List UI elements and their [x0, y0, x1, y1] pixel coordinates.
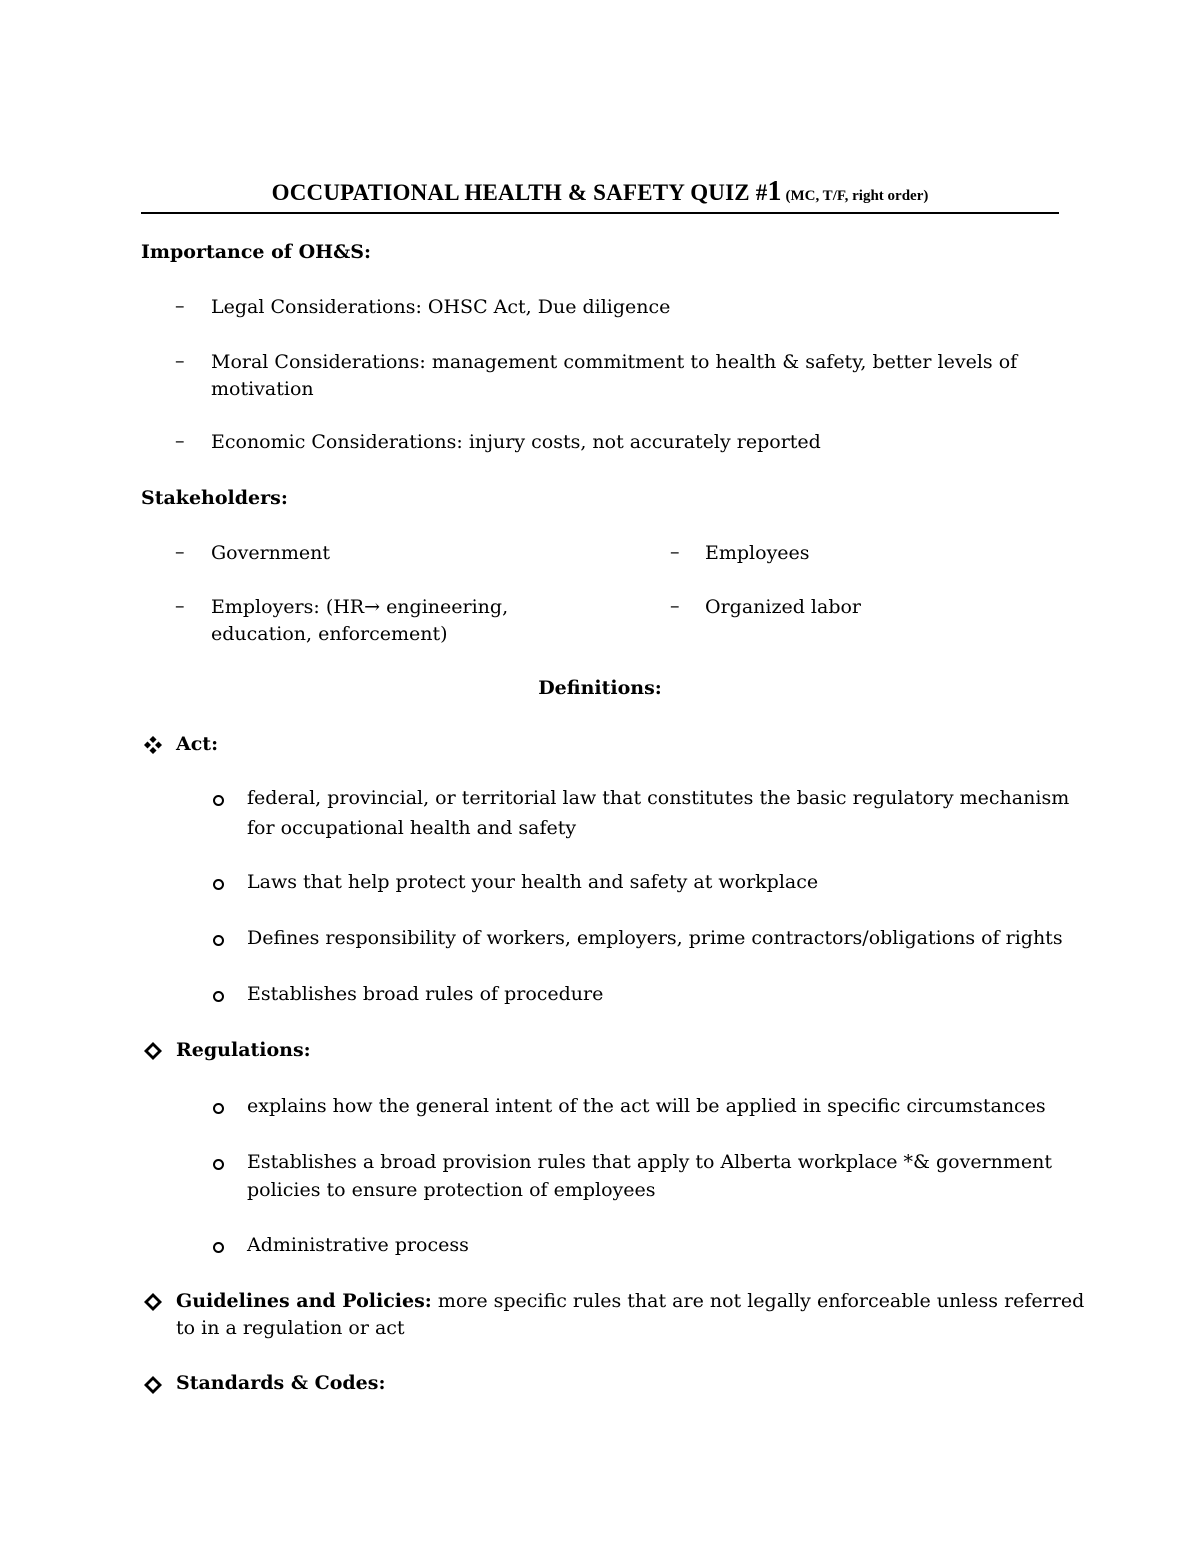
act-item-2: Laws that help protect your health and safety at workplace — [247, 871, 819, 893]
dash-bullet: – — [175, 595, 185, 617]
page-title — [141, 176, 1059, 214]
standards-heading: Standards & Codes: — [176, 1372, 386, 1394]
stakeholder-government: Government — [211, 542, 331, 564]
stakeholder-employees: Employees — [705, 542, 810, 564]
circle-bullet-icon — [213, 795, 224, 806]
regulations-item-2-line2: policies to ensure protection of employees — [247, 1179, 656, 1201]
act-item-1-line2: for occupational health and safety — [247, 817, 577, 839]
stakeholders-heading: Stakeholders: — [141, 487, 288, 509]
regulations-item-1: explains how the general intent of the act will be applied in specific circumstances — [247, 1095, 1046, 1117]
circle-bullet-icon — [213, 935, 224, 946]
act-heading: Act: — [176, 733, 219, 755]
definitions-heading: Definitions: — [538, 677, 662, 699]
regulations-heading: Regulations: — [176, 1039, 311, 1061]
guidelines-text-line1: more specific rules that are not legally enforceable unless referred — [431, 1290, 1085, 1312]
circle-bullet-icon — [213, 879, 224, 890]
dash-bullet: – — [175, 350, 185, 372]
circle-bullet-icon — [213, 991, 224, 1002]
regulations-item-2-line1: Establishes a broad provision rules that apply to Alberta workplace *& government — [247, 1151, 1053, 1173]
dash-bullet: – — [670, 595, 680, 617]
dash-bullet: – — [175, 430, 185, 452]
diamond-bullet-icon — [143, 1292, 163, 1312]
circle-bullet-icon — [213, 1159, 224, 1170]
title-main: OCCUPATIONAL HEALTH & SAFETY QUIZ # — [271, 180, 768, 205]
stakeholder-employers-line1: Employers: (HR→ engineering, — [211, 596, 509, 618]
diamond-bullet-icon — [143, 1375, 163, 1395]
importance-heading: Importance of OH&S: — [141, 241, 371, 263]
title-subtitle: (MC, T/F, right order) — [785, 188, 929, 204]
act-item-4: Establishes broad rules of procedure — [247, 983, 604, 1005]
importance-item-moral-line1: Moral Considerations: management commitment to health & safety, better levels of — [211, 351, 1018, 373]
act-item-3: Defines responsibility of workers, employers, prime contractors/obligations of rights — [247, 927, 1063, 949]
diamond-bullet-icon — [143, 1041, 163, 1061]
guidelines-text-line2: to in a regulation or act — [176, 1317, 405, 1339]
circle-bullet-icon — [213, 1242, 224, 1253]
four-diamond-bullet-icon — [144, 736, 162, 754]
title-number: 1 — [767, 176, 782, 207]
stakeholder-organized-labor: Organized labor — [705, 596, 862, 618]
stakeholder-employers-line2: education, enforcement) — [211, 623, 448, 645]
importance-item-moral-line2: motivation — [211, 378, 314, 400]
act-item-1-line1: federal, provincial, or territorial law that constitutes the basic regulatory mechanism — [247, 787, 1070, 809]
dash-bullet: – — [175, 541, 185, 563]
guidelines-heading: Guidelines and Policies: — [176, 1290, 432, 1312]
importance-item-economic: Economic Considerations: injury costs, not accurately reported — [211, 431, 821, 453]
importance-item-legal: Legal Considerations: OHSC Act, Due diligence — [211, 296, 671, 318]
guidelines-line1 — [176, 1288, 1084, 1315]
dash-bullet: – — [175, 295, 185, 317]
regulations-item-3: Administrative process — [247, 1234, 469, 1256]
dash-bullet: – — [670, 541, 680, 563]
circle-bullet-icon — [213, 1103, 224, 1114]
